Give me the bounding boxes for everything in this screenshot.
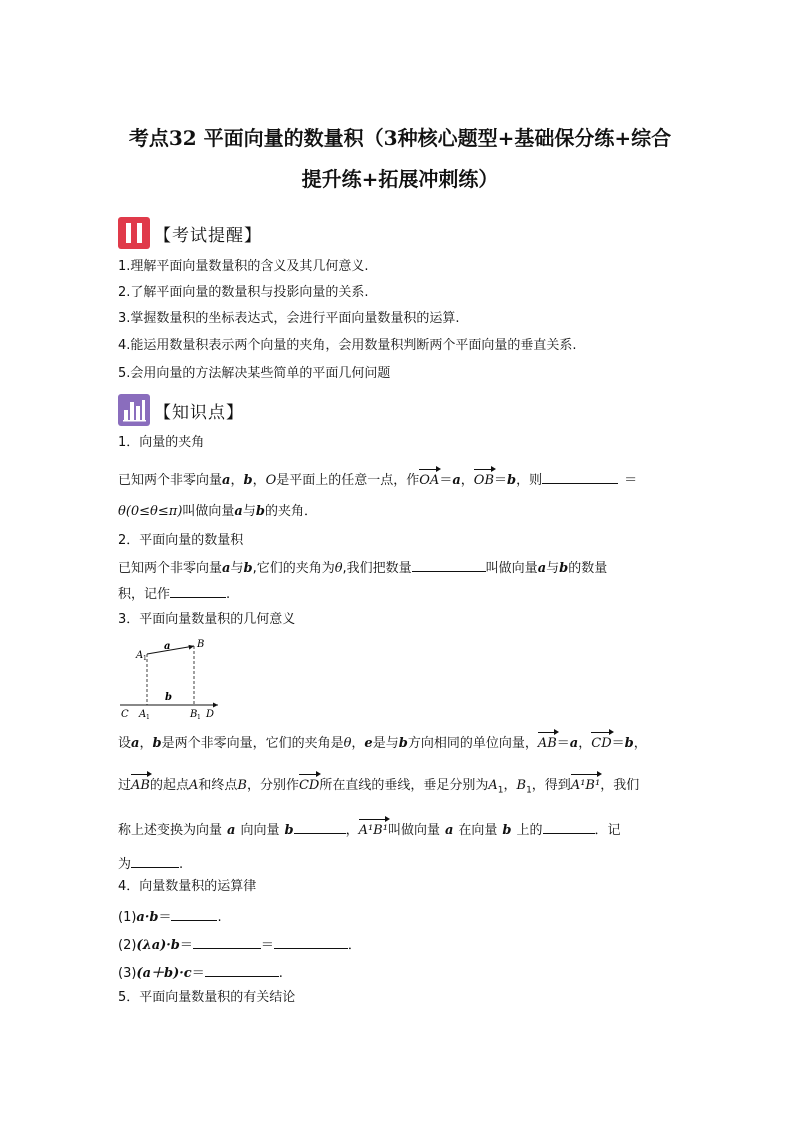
text: 积，记作	[118, 587, 171, 602]
list-item: 1.理解平面向量数量积的含义及其几何意义.	[118, 259, 369, 274]
paragraph-geometric-line1	[118, 735, 647, 753]
expression: (a＋b)·c	[136, 966, 192, 981]
fill-blank[interactable]	[412, 557, 486, 572]
text: 的夹角．	[264, 504, 317, 519]
symbol: a	[444, 823, 454, 838]
symbol: a	[222, 473, 231, 488]
page-title-continued: 提升练+拓展冲刺练）	[301, 167, 499, 191]
arrow-d	[213, 703, 218, 708]
label-D: D	[206, 709, 215, 720]
text: .	[217, 910, 222, 925]
text: 为	[118, 857, 132, 872]
text: ，我们	[600, 778, 640, 793]
text: ,我们把数量	[342, 561, 412, 576]
text: 和终点	[198, 778, 238, 793]
text: 叫做向量	[182, 504, 235, 519]
heading-operation-laws: 4．向量数量积的运算律	[118, 879, 257, 894]
text: 已知两个非零向量	[118, 473, 223, 488]
text: 是平面上的任意一点，作	[276, 473, 420, 488]
section-label: 【考试提醒】	[154, 225, 262, 246]
fill-blank[interactable]	[171, 906, 217, 921]
symbol: a	[227, 823, 236, 838]
fill-blank[interactable]	[205, 962, 279, 977]
symbol: B	[516, 778, 527, 793]
symbol: b	[624, 736, 634, 751]
subscript: 1	[497, 785, 504, 796]
paragraph-angle-line1	[118, 469, 637, 490]
bar-chart-icon	[118, 394, 150, 426]
text: 与	[242, 504, 256, 519]
text: ＝	[439, 473, 453, 488]
subscript: 1	[526, 785, 532, 796]
symbol: a	[234, 504, 243, 519]
theta-range: θ(0≤θ≤π)	[118, 504, 183, 519]
page-title: 考点32 平面向量的数量积（3种核心题型+基础保分练+综合	[128, 126, 672, 150]
symbol: b	[243, 473, 253, 488]
text: ，	[503, 778, 517, 793]
text: ，	[139, 736, 153, 751]
vector-OA: OA	[419, 473, 440, 488]
section-label: 【知识点】	[154, 402, 244, 423]
text: 过	[118, 778, 132, 793]
label-A1: A	[139, 709, 147, 720]
text: 已知两个非零向量	[118, 561, 223, 576]
symbol: a	[569, 736, 579, 751]
text: (2)	[118, 938, 137, 953]
symbol: b	[284, 823, 294, 838]
projection-figure	[118, 634, 222, 720]
symbol: b	[559, 561, 569, 576]
text: .	[278, 966, 283, 981]
heading-dot-product: 2．平面向量的数量积	[118, 533, 244, 548]
paragraph-dot-product-line1	[118, 557, 607, 578]
text: ，	[252, 473, 266, 488]
expression: a·b	[136, 910, 159, 925]
rule-distributive	[118, 962, 283, 983]
fill-blank[interactable]	[294, 819, 346, 834]
pause-icon	[118, 217, 150, 249]
text: ＝	[624, 473, 638, 488]
text: ，得到	[531, 778, 571, 793]
vector-A1B1: A¹B¹	[358, 823, 388, 838]
symbol: b	[502, 823, 512, 838]
text: 的起点	[149, 778, 189, 793]
vector-AB: AB	[537, 736, 557, 751]
label-A-sub: 1	[143, 655, 147, 662]
symbol: b	[398, 736, 408, 751]
fill-blank[interactable]	[193, 934, 261, 949]
text: ，	[460, 473, 474, 488]
list-item: 5.会用向量的方法解决某些简单的平面几何问题	[118, 366, 391, 381]
text: ．	[347, 938, 361, 953]
label-b: b	[165, 692, 172, 703]
text: ＝	[260, 938, 274, 953]
heading-geometric-meaning: 3．平面向量数量积的几何意义	[118, 612, 296, 627]
list-item: 2.了解平面向量的数量积与投影向量的关系.	[118, 285, 369, 300]
text: 在向量	[458, 823, 498, 838]
symbol: θ	[343, 736, 352, 751]
text: ，	[351, 736, 365, 751]
text: ．记	[594, 823, 621, 838]
arrow-b	[189, 645, 195, 650]
label-a: a	[164, 641, 171, 652]
label-B1: B	[190, 709, 198, 720]
text: .	[179, 857, 184, 872]
section-exam-reminder-header	[118, 216, 262, 250]
text: ，	[633, 736, 647, 751]
label-A: A	[136, 650, 144, 661]
text: ，则	[516, 473, 543, 488]
text: 与	[546, 561, 560, 576]
text: .	[226, 587, 231, 602]
text: ，	[230, 473, 244, 488]
symbol: b	[152, 736, 162, 751]
text: ＝	[494, 473, 508, 488]
symbol: A	[188, 778, 199, 793]
text: ＝	[556, 736, 570, 751]
text: ＝	[611, 736, 625, 751]
vector-A1B1: A¹B¹	[570, 778, 601, 793]
symbol: a	[131, 736, 140, 751]
vector-OB: OB	[473, 473, 494, 488]
paragraph-angle-line2	[118, 503, 317, 521]
text: ,它们的夹角为	[252, 561, 335, 576]
list-item: 4.能运用数量积表示两个向量的夹角，会用数量积判断两个平面向量的垂直关系.	[118, 338, 577, 353]
text: (3)	[118, 966, 137, 981]
fill-blank[interactable]	[170, 583, 226, 598]
heading-conclusions: 5．平面向量数量积的有关结论	[118, 990, 296, 1005]
symbol: O	[265, 473, 277, 488]
text: ＝	[158, 910, 172, 925]
text: 方向相同的单位向量，	[407, 736, 538, 751]
expression: (λa)·b	[136, 938, 180, 953]
symbol: a	[222, 561, 231, 576]
rule-scalar	[118, 934, 361, 955]
symbol: e	[364, 736, 373, 751]
vector-CD: CD	[591, 736, 612, 751]
text: ，	[345, 823, 359, 838]
text: 称上述变换为向量	[118, 823, 223, 838]
vector-ab	[147, 646, 194, 654]
text: 叫做向量	[387, 823, 440, 838]
section-knowledge-header	[118, 393, 244, 427]
heading-angle: 1．向量的夹角	[118, 435, 205, 450]
text: ＝	[179, 938, 193, 953]
text: 设	[118, 736, 132, 751]
vector-CD: CD	[298, 778, 320, 793]
paragraph-geometric-line2	[118, 777, 639, 800]
text: ，	[578, 736, 592, 751]
label-A1-sub: 1	[146, 714, 150, 720]
symbol: A	[488, 778, 498, 793]
symbol: B	[237, 778, 247, 793]
text: 与	[230, 561, 244, 576]
text: 是与	[372, 736, 399, 751]
text: 向向量	[240, 823, 280, 838]
text: ，分别作	[246, 778, 299, 793]
fill-blank[interactable]	[131, 853, 179, 868]
list-item: 3.掌握数量积的坐标表达式，会进行平面向量数量积的运算.	[118, 311, 460, 326]
label-B1-sub: 1	[197, 714, 201, 720]
text: 所在直线的垂线，垂足分别为	[319, 778, 489, 793]
fill-blank[interactable]	[542, 469, 618, 484]
fill-blank[interactable]	[543, 819, 595, 834]
symbol: θ	[334, 561, 343, 576]
text: (1)	[118, 910, 137, 925]
text: ＝	[191, 966, 205, 981]
symbol: a	[537, 561, 547, 576]
label-C: C	[121, 709, 129, 720]
paragraph-geometric-line3	[118, 819, 621, 840]
vector-AB: AB	[131, 778, 150, 793]
symbol: b	[507, 473, 517, 488]
symbol: a	[452, 473, 461, 488]
text: 是两个非零向量，它们的夹角是	[161, 736, 344, 751]
symbol: b	[243, 561, 253, 576]
text: 叫做向量	[485, 561, 538, 576]
label-B: B	[197, 639, 205, 650]
paragraph-dot-product-line2	[118, 583, 230, 604]
rule-commutative	[118, 906, 222, 927]
paragraph-geometric-line4	[118, 853, 183, 874]
fill-blank[interactable]	[274, 934, 348, 949]
text: 上的	[516, 823, 543, 838]
text: 的数量	[568, 561, 608, 576]
symbol: b	[255, 504, 265, 519]
